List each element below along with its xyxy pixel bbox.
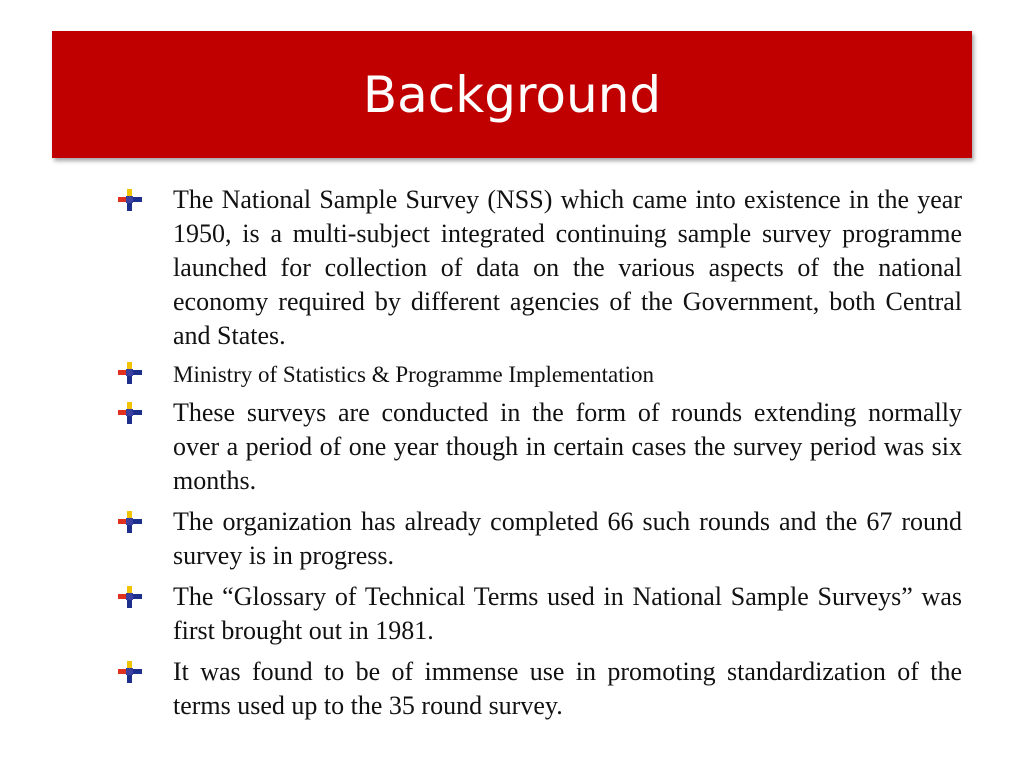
bullet-text: The organization has already completed 66 such rounds and the 67 round survey is in progress.: [173, 507, 962, 570]
bullet-item: [110, 360, 962, 390]
bullet-item: [110, 580, 962, 648]
bullet-text: It was found to be of immense use in promoting standardization of the terms used up to the 35 round survey.: [173, 657, 962, 720]
slide-title: Background: [362, 65, 662, 124]
four-color-cross-bullet-icon: [114, 661, 144, 683]
bullet-item: [110, 183, 962, 353]
four-color-cross-bullet-icon: [114, 362, 144, 384]
bullet-list: [110, 183, 962, 730]
title-banner: [52, 31, 972, 158]
bullet-item: [110, 505, 962, 573]
bullet-item: [110, 655, 962, 723]
four-color-cross-bullet-icon: [114, 402, 144, 424]
bullet-text: The “Glossary of Technical Terms used in National Sample Surveys” was first brought out in 1981.: [173, 582, 962, 645]
bullet-text: Ministry of Statistics & Programme Implementation: [173, 362, 655, 387]
bullet-text: The National Sample Survey (NSS) which came into existence in the year 1950, is a multi-subject integrated continuing sample survey programme launched for collection of data on the various aspects of the national economy required by different agencies of the Government, both Central and States.: [173, 185, 962, 350]
four-color-cross-bullet-icon: [114, 511, 144, 533]
four-color-cross-bullet-icon: [114, 586, 144, 608]
four-color-cross-bullet-icon: [114, 189, 144, 211]
bullet-text: These surveys are conducted in the form of rounds extending normally over a period of one year though in certain cases the survey period was six months.: [173, 398, 962, 495]
bullet-item: [110, 396, 962, 498]
